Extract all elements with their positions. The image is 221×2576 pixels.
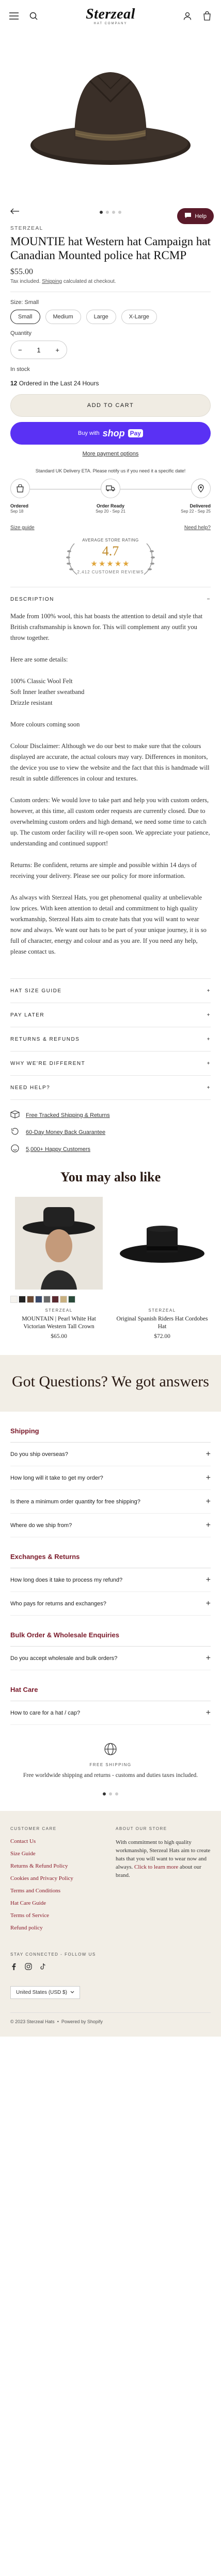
free-shipping-block: FREE SHIPPING Free worldwide shipping and returns - customs and duties taxes included. — [0, 1742, 221, 1795]
swatch[interactable] — [68, 1296, 75, 1303]
chevron-down-icon — [70, 1990, 74, 1995]
product-price: $55.00 — [10, 267, 33, 276]
chat-icon — [184, 212, 192, 220]
product-card-name: Original Spanish Riders Hat Cordobes Hat — [116, 1316, 208, 1330]
product-card-price: $72.00 — [154, 1333, 170, 1340]
swatch[interactable] — [43, 1296, 51, 1303]
gallery-dots — [100, 211, 121, 214]
faq-section-hat-care: Hat Care How to care for a hat / cap? + — [0, 1686, 221, 1725]
faq-question[interactable]: Is there a minimum order quantity for free shipping? + — [10, 1490, 211, 1514]
box-icon — [10, 1110, 20, 1120]
minus-icon[interactable]: − — [18, 346, 22, 354]
need-help-link[interactable]: Need help? — [184, 525, 211, 531]
delivery-step-ordered — [10, 479, 57, 498]
more-payment-options-link[interactable]: More payment options — [82, 451, 139, 457]
size-option-medium[interactable]: Medium — [45, 310, 81, 324]
size-guide-link[interactable]: Size guide — [10, 525, 35, 531]
delivery-estimate: Standard UK Delivery ETA. Please notify us if you need it a specific date! Ordered Sep 18 Order Ready Sep 20 - Sep 21 Delivered Sep 22 - Sep 25 — [10, 468, 211, 514]
faq-question[interactable]: Do you accept wholesale and bulk orders? + — [10, 1647, 211, 1670]
plus-icon: + — [207, 1012, 211, 1018]
tiktok-icon[interactable] — [39, 1963, 46, 1973]
rating-stars: ★★★★★ — [90, 560, 131, 568]
product-card-price: $65.00 — [51, 1333, 67, 1340]
faq-question[interactable]: How to care for a hat / cap? + — [10, 1701, 211, 1725]
footer-link[interactable]: Refund policy — [10, 1925, 43, 1931]
footer-customer-care: CUSTOMER CARE Contact Us Size Guide Returns & Refund Policy Cookies and Privacy Policy Terms and Conditions Hat Care Guide Terms of Service Refund policy — [10, 1826, 105, 1937]
faq-section-shipping: Shipping Do you ship overseas? + How long will it take to get my order? + Is there a minimum order quantity for free shipping? + Where do we ship from? + — [0, 1427, 221, 1537]
gallery-dot[interactable] — [118, 211, 121, 214]
size-label: Size: Small — [10, 299, 39, 306]
size-option-xlarge[interactable]: X-Large — [121, 310, 157, 324]
accordion-need-help[interactable]: NEED HELP? + — [10, 1075, 211, 1100]
help-button[interactable]: Help — [177, 208, 214, 224]
accordion-why-different[interactable]: WHY WE'RE DIFFERENT + — [10, 1051, 211, 1075]
plus-icon: + — [207, 988, 211, 994]
swatch[interactable] — [35, 1296, 42, 1303]
plus-icon: + — [206, 1653, 211, 1663]
footer-link[interactable]: Returns & Refund Policy — [10, 1863, 68, 1869]
plus-icon: + — [206, 1708, 211, 1717]
quantity-stepper — [10, 341, 67, 359]
accordion-hat-size-guide[interactable]: HAT SIZE GUIDE + — [10, 978, 211, 1003]
carousel-dots — [15, 1792, 206, 1795]
plus-icon: + — [206, 1520, 211, 1530]
accordion-description: DESCRIPTION − Made from 100% wool, this hat boasts the attention to detail and style that British craftsmanship is known for. This will complement any outfit you throw together. Here are some details: 100% Classic Wool Felt Soft Inner leather sweatband Drizzle resistant More colours coming soon Colour Disclaimer: Although we do our best to make sure that the colours displayed are accurate, the actual colours may vary. Differences in monitors, the device you use to view the website and the fact that this is handmade will result in subtle differences in colour and textures. Custom orders: We would love to take part and help you with custom orders, however, at this time, all custom order requests are currently closed. Due to overwhelming custom orders and high demand, we need some time to catch up. The custom order facility will re-open soon. We appreciate your patience, understanding and continued support! Returns: Be confident, returns are simple and possible within 14 days of receiving your delivery. Please see our policy for more information. As always with Sterzeal Hats, you get phenomenal quality at unbelievable low prices. With keen attention to detail and commitment to high quality workmanship, Sterzeal Hats aim to create hats that you will want to wear now and always. We want our hats to be part of your unique journey, it is so full of character, energy and colour and as you are. If you need any help, please contact us. — [10, 587, 211, 978]
review-count: 2,412 CUSTOMER REVIEWS — [77, 570, 144, 574]
prev-image-icon[interactable] — [10, 208, 20, 217]
return-icon — [10, 1127, 20, 1137]
minus-icon: − — [207, 596, 211, 602]
guide-row — [10, 525, 211, 531]
swatch[interactable] — [27, 1296, 34, 1303]
product-accordion — [10, 587, 211, 1100]
plus-icon: + — [207, 1036, 211, 1042]
footer-link[interactable]: Terms and Conditions — [10, 1888, 61, 1894]
rating-value: 4.7 — [102, 544, 119, 558]
swatch[interactable] — [10, 1296, 18, 1303]
copyright: © 2023 Sterzeal Hats • Powered by Shopify — [10, 2012, 211, 2024]
mountie-hat-image — [25, 58, 196, 176]
recommendations-title: You may also like — [60, 1170, 161, 1184]
gallery-dot[interactable] — [100, 211, 103, 214]
faq-question[interactable]: Where do we ship from? + — [10, 1514, 211, 1537]
shop-pay-button[interactable]: Buy with shop Pay — [10, 422, 211, 445]
faq-section-returns: Exchanges & Returns How long does it take to process my refund? + Who pays for returns and exchanges? + — [0, 1553, 221, 1616]
store-rating-badge: AVERAGE STORE RATING 4.7 ★★★★★ 2,412 CUSTOMER REVIEWS — [10, 538, 211, 574]
plus-icon: + — [206, 1473, 211, 1482]
instagram-icon[interactable] — [25, 1963, 32, 1973]
carousel-dot[interactable] — [103, 1792, 106, 1795]
spanish-hat-image — [118, 1197, 206, 1290]
footer-link[interactable]: Size Guide — [10, 1851, 36, 1857]
trust-list: Free Tracked Shipping & Returns 60-Day Money Back Guarantee 5,000+ Happy Customers — [10, 1110, 211, 1154]
faq-question[interactable]: Who pays for returns and exchanges? + — [10, 1592, 211, 1616]
product-info — [0, 226, 221, 1154]
recommendations-grid — [0, 1195, 221, 1340]
footer-about: ABOUT OUR STORE With commitment to high quality workmanship, Sterzeal Hats aim to create hats that you will want to wear now and always. Click to learn more about our brand. — [116, 1826, 211, 1878]
faq-question[interactable]: How long does it take to process my refund? + — [10, 1568, 211, 1592]
gallery-dot[interactable] — [112, 211, 115, 214]
faq-question[interactable]: Do you ship overseas? + — [10, 1443, 211, 1466]
plus-icon: + — [206, 1497, 211, 1506]
tax-note: Tax included. Shipping calculated at checkout. — [10, 279, 116, 284]
color-swatches — [10, 1296, 107, 1303]
size-option-large[interactable]: Large — [86, 310, 116, 324]
product-brand: STERZEAL — [10, 226, 43, 231]
plus-icon[interactable]: + — [55, 346, 59, 354]
carousel-dot[interactable] — [115, 1792, 118, 1795]
sold-counter: 12 Ordered in the Last 24 Hours — [10, 380, 99, 387]
carousel-dot[interactable] — [109, 1792, 112, 1795]
learn-more-link[interactable]: Click to learn more — [134, 1864, 179, 1870]
faq-banner: Got Questions? We got answers — [0, 1355, 221, 1412]
plus-icon: + — [206, 1599, 211, 1608]
accordion-returns[interactable]: RETURNS & REFUNDS + — [10, 1027, 211, 1051]
facebook-icon[interactable] — [10, 1963, 18, 1973]
faq-section-bulk: Bulk Order & Wholesale Enquiries Do you accept wholesale and bulk orders? + — [0, 1631, 221, 1670]
plus-icon: + — [207, 1084, 211, 1091]
swatch[interactable] — [60, 1296, 67, 1303]
footer-link[interactable]: Contact Us — [10, 1838, 36, 1844]
person-with-hat-image — [15, 1197, 103, 1290]
accordion-pay-later[interactable]: PAY LATER + — [10, 1003, 211, 1027]
swatch[interactable] — [19, 1296, 26, 1303]
smile-icon — [10, 1144, 20, 1154]
plus-icon: + — [207, 1060, 211, 1066]
menu-icon[interactable] — [8, 10, 20, 22]
globe-icon — [104, 1749, 117, 1758]
delivery-step-delivered — [164, 479, 211, 498]
plus-icon: + — [206, 1575, 211, 1584]
footer-link[interactable]: Terms of Service — [10, 1912, 49, 1919]
plus-icon: + — [206, 1449, 211, 1459]
description-text: Made from 100% wool, this hat boasts the attention to detail and style that British craftsmanship is known for. This will complement any outfit you throw together. Here are some details: 100% Classic Wool Felt Soft Inner leather sweatband Drizzle resistant More colours coming soon Colour Disclaimer: Although we do our best to make sure that the colours displayed are accurate, the actual colours may vary. Differences in monitors, the device you use to view the website and the fact that this is handmade will result in subtle differences in colour and textures. Custom orders: We would love to take part and help you with custom orders, however, at this time, all custom order requests are currently closed. Due to overwhelming custom orders and high demand, we need some time to catch up. The custom order facility will re-open soon. We appreciate your patience, understanding and continued support! Returns: Be confident, returns are simple and possible within 14 days of receiving your delivery. Please see our policy for more information. As always with Sterzeal Hats, you get phenomenal quality at unbelievable low prices. With keen attention to detail and commitment to high quality workmanship, Sterzeal Hats aim to create hats that you will want to wear now and always. We want our hats to be part of your unique journey, it is so full of character, energy and colour and as you are. If you need any help, please contact us. — [10, 613, 210, 955]
delivery-step-ready — [87, 479, 134, 498]
size-selector — [10, 310, 211, 324]
account-icon[interactable] — [182, 10, 193, 22]
product-title: MOUNTIE hat Western hat Campaign hat Canadian Mounted police hat RCMP — [10, 235, 211, 262]
product-card[interactable]: STERZEAL Original Spanish Riders Hat Cordobes Hat $72.00 — [114, 1195, 211, 1340]
laurel-left-icon — [64, 541, 80, 577]
currency-selector[interactable]: United States (USD $) — [10, 1986, 80, 1999]
footer — [0, 1811, 221, 2037]
search-icon[interactable] — [28, 10, 39, 22]
shipping-link[interactable]: Shipping — [42, 279, 62, 284]
size-option-small[interactable]: Small — [10, 310, 40, 324]
product-card-image[interactable] — [10, 1195, 107, 1291]
store-logo[interactable]: Sterzeal HAT COMPANY — [86, 6, 135, 25]
laurel-right-icon — [141, 541, 157, 577]
quantity-label: Quantity — [10, 330, 31, 336]
bag-icon — [10, 479, 30, 498]
header — [0, 0, 221, 32]
gallery-dot[interactable] — [106, 211, 109, 214]
location-pin-icon — [191, 479, 211, 498]
social-title: STAY CONNECTED - FOLLOW US — [10, 1952, 96, 1957]
stock-status: In stock — [10, 366, 30, 372]
footer-link[interactable]: Cookies and Privacy Policy — [10, 1875, 73, 1882]
swatch[interactable] — [52, 1296, 59, 1303]
product-card-image[interactable] — [114, 1195, 211, 1291]
footer-link[interactable]: Hat Care Guide — [10, 1900, 46, 1906]
product-card[interactable]: STERZEAL MOUNTAIN | Pearl White Hat Victorian Western Tall Crown $65.00 — [10, 1195, 107, 1340]
faq-question[interactable]: How long will it take to get my order? + — [10, 1466, 211, 1490]
social-links — [10, 1963, 211, 1973]
quantity-value[interactable]: 1 — [37, 346, 41, 354]
add-to-cart-button[interactable]: ADD TO CART — [10, 394, 211, 417]
cart-icon[interactable] — [201, 10, 213, 22]
truck-icon — [101, 479, 120, 498]
product-card-name: MOUNTAIN | Pearl White Hat Victorian Western Tall Crown — [22, 1316, 96, 1330]
product-image[interactable] — [0, 32, 221, 202]
